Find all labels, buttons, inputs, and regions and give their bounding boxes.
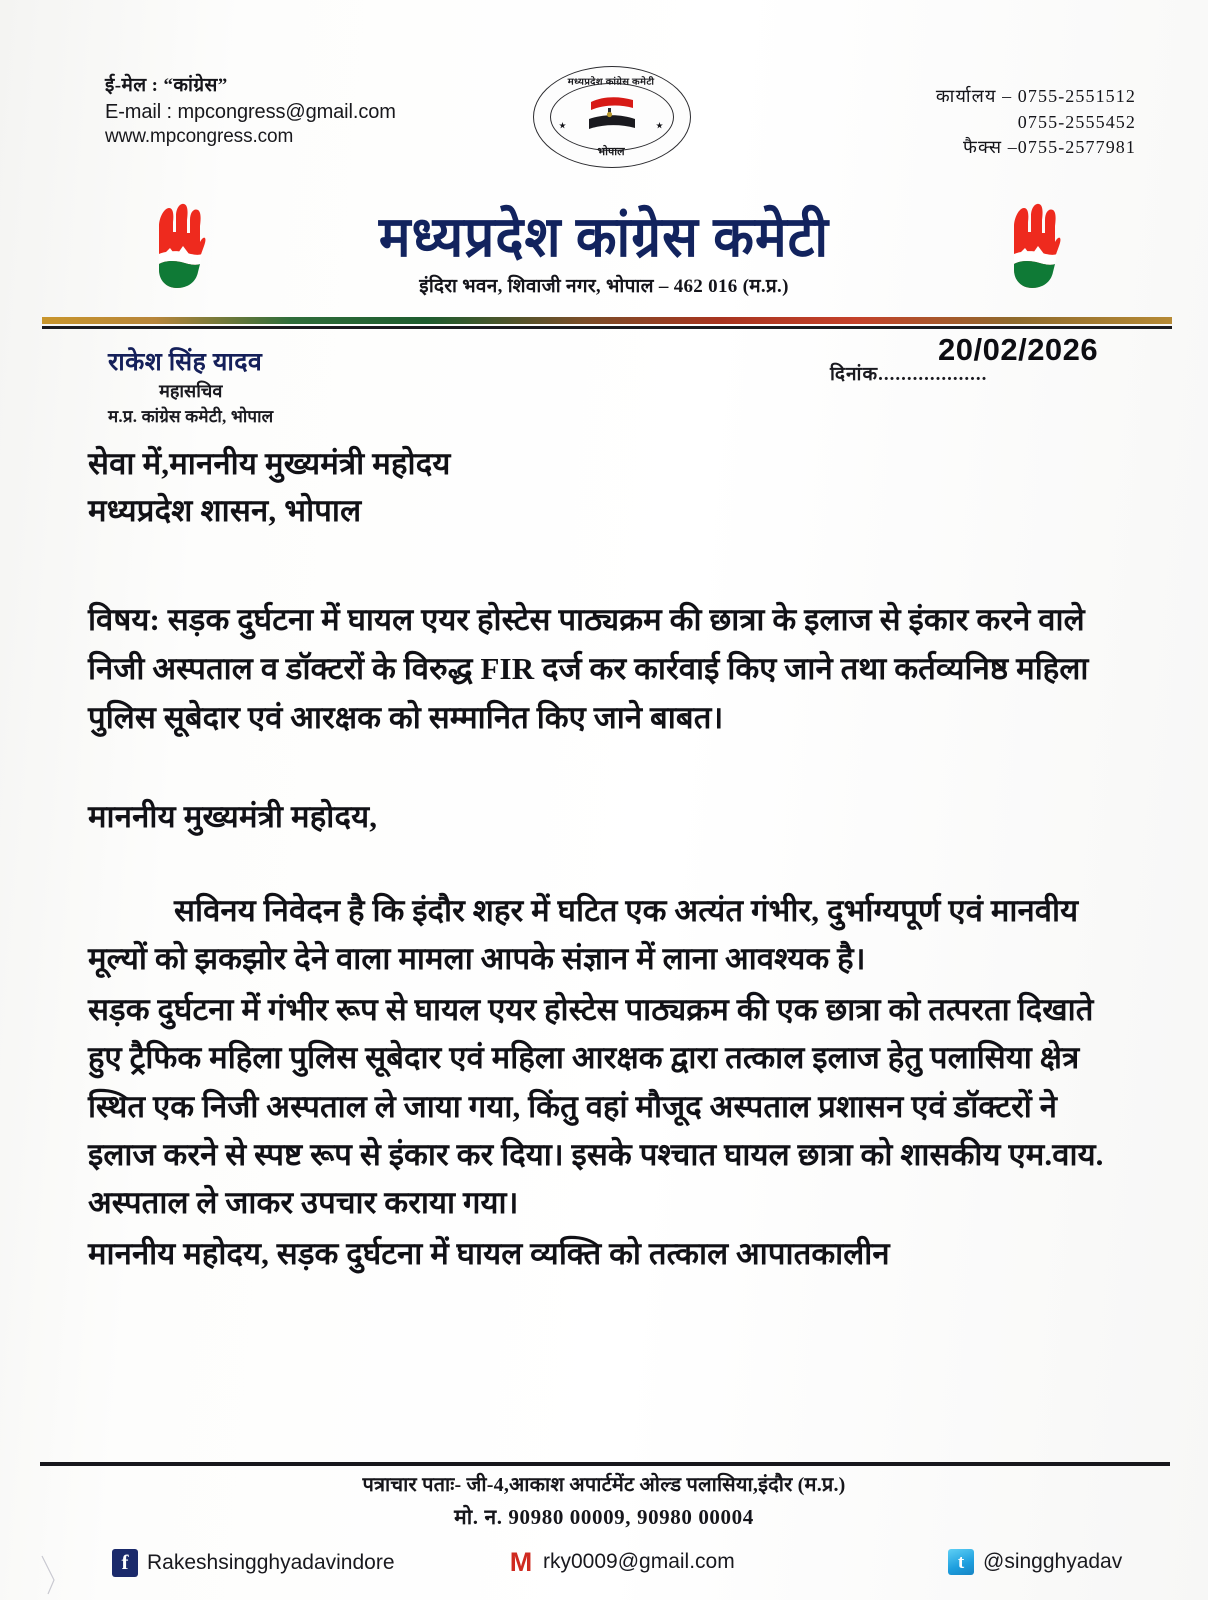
- header-contact-right: [936, 84, 1136, 161]
- header-contact-left: [105, 74, 396, 149]
- letter-subject: विषय: सड़क दुर्घटना में घायल एयर होस्टेस पाठ्यक्रम की छात्रा के इलाज से इंकार करने वाले निजी अस्पताल व डॉक्टरों के विरुद्ध FIR दर्ज कर कार्रवाई किए जाने तथा कर्तव्यनिष्ठ महिला पुलिस सूबेदार एवं आरक्षक को सम्मानित किए जाने बाबत।: [88, 602, 1089, 736]
- letter-body: [88, 440, 1108, 1278]
- gmail-link[interactable]: [508, 1546, 735, 1577]
- office-phone-secondary: 0755-2555452: [1017, 111, 1136, 132]
- email-address: E-mail : mpcongress@gmail.com: [105, 100, 396, 123]
- sender-organization: म.प्र. कांग्रेस कमेटी, भोपाल: [108, 406, 274, 426]
- letter-salutation: माननीय मुख्यमंत्री महोदय,: [88, 799, 378, 835]
- header-divider-line: [42, 326, 1172, 329]
- sender-block: [108, 346, 273, 428]
- facebook-link[interactable]: [112, 1549, 395, 1577]
- twitter-icon: t: [948, 1549, 974, 1575]
- addressee-line-1: सेवा में,माननीय मुख्यमंत्री महोदय: [88, 446, 451, 481]
- gmail-address: rky0009@gmail.com: [543, 1550, 735, 1573]
- scan-artifact: [40, 1554, 74, 1596]
- organization-title: मध्यप्रदेश कांग्रेस कमेटी: [378, 207, 830, 269]
- twitter-link[interactable]: [948, 1549, 1122, 1575]
- facebook-handle: Rakeshsingghyadavindore: [147, 1551, 395, 1574]
- letter-paragraph-3: माननीय महोदय, सड़क दुर्घटना में घायल व्यक्ति को तत्काल आपातकालीन: [88, 1235, 890, 1271]
- footer-divider-line: [40, 1462, 1170, 1466]
- social-links-row: [0, 1546, 1208, 1591]
- seal-bottom-text: भोपाल: [597, 146, 625, 158]
- organization-address: इंदिरा भवन, शिवाजी नगर, भोपाल – 462 016 (म.प्र.): [419, 276, 789, 297]
- twitter-handle: @singghyadav: [983, 1550, 1123, 1573]
- facebook-icon: f: [112, 1549, 138, 1577]
- date-label: दिनांक...................: [830, 364, 988, 385]
- party-seal: [533, 66, 693, 170]
- letter-paragraph-1: सविनय निवेदन है कि इंदौर शहर में घटित एक अत्यंत गंभीर, दुर्भाग्यपूर्ण एवं मानवीय मूल्यों को झकझोर देने वाला मामला आपके संज्ञान में लाना आवश्यक है।: [88, 893, 1079, 977]
- gmail-icon: M: [509, 1546, 533, 1577]
- email-label-hindi: ई-मेल : “कांग्रेस”: [105, 75, 228, 96]
- sender-name: राकेश सिंह यादव: [108, 349, 263, 376]
- addressee-line-2: मध्यप्रदेश शासन, भोपाल: [88, 493, 362, 529]
- correspondence-address: पत्राचार पताः- जी-4,आकाश अपार्टमेंट ओल्ड पलासिया,इंदौर (म.प्र.): [362, 1474, 846, 1496]
- tricolor-divider: [42, 317, 1172, 324]
- sender-designation: महासचिव: [159, 381, 223, 401]
- date-block: [830, 332, 1150, 388]
- fax-number: फैक्स –0755-2577981: [963, 137, 1136, 158]
- mobile-numbers: मो. न. 90980 00009, 90980 00004: [454, 1505, 754, 1529]
- letterhead-header: [0, 0, 1208, 320]
- tricolor-flag-icon: [585, 94, 637, 136]
- date-value: 20/02/2026: [938, 332, 1099, 367]
- office-phone-primary: कार्यालय – 0755-2551512: [935, 86, 1136, 106]
- website-address: www.mpcongress.com: [105, 125, 294, 147]
- letter-paragraph-2: सड़क दुर्घटना में गंभीर रूप से घायल एयर होस्टेस पाठ्यक्रम की एक छात्रा को तत्परता दिखाते हुए ट्रैफिक महिला पुलिस सूबेदार एवं महिला आरक्षक द्वारा तत्काल इलाज हेतु पलासिया क्षेत्र स्थित एक निजी अस्पताल ले जाया गया, किंतु वहां मौजूद अस्पताल प्रशासन एवं डॉक्टरों ने इलाज करने से स्पष्ट रूप से इंकार कर दिया। इसके पश्चात घायल छात्रा को शासकीय एम.वाय. अस्पताल ले जाकर उपचार कराया गया।: [88, 991, 1104, 1221]
- letterhead-footer: [0, 1470, 1208, 1591]
- seal-top-text: मध्यप्रदेश कांग्रेस कमेटी: [567, 77, 655, 88]
